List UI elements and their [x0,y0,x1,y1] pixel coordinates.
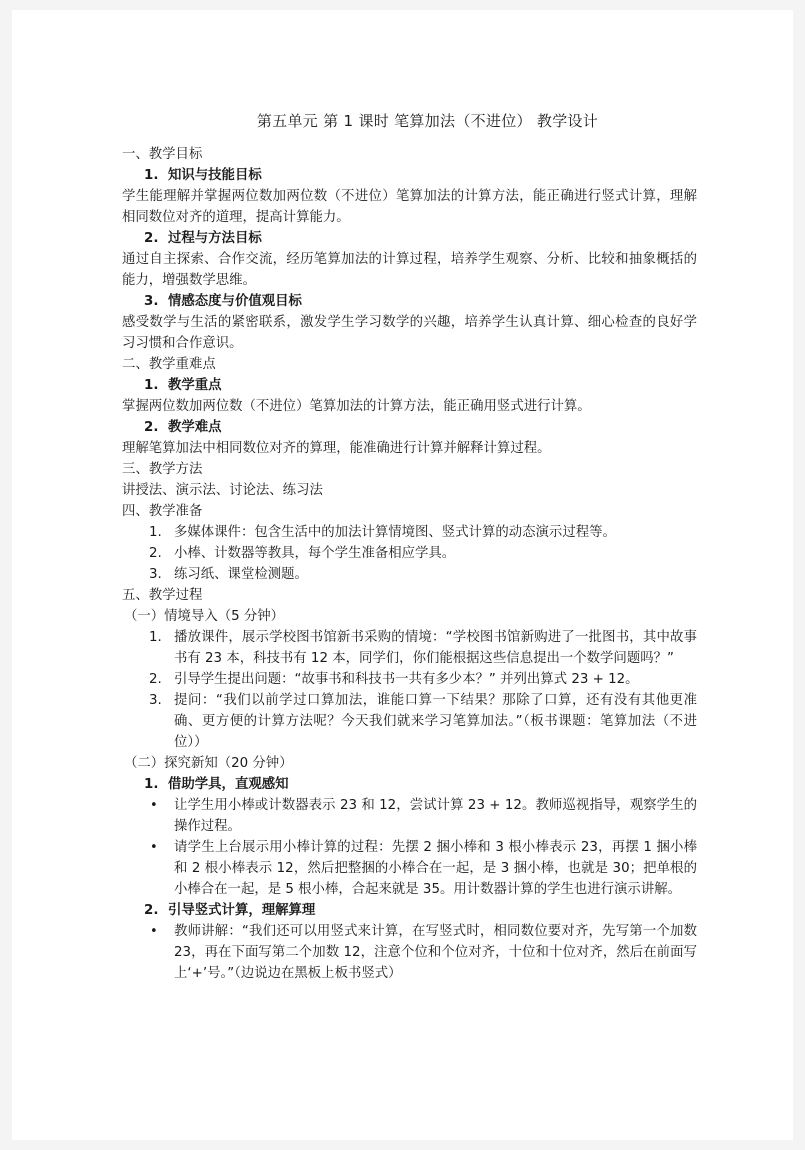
subheading-number: 3. [144,294,159,309]
subheading-number: 2. [144,420,159,435]
subheading-number: 2. [144,903,159,918]
list-item-text: 提问：“我们以前学过口算加法，谁能口算一下结果？那除了口算，还有没有其他更准确、更方便的计算方法呢？今天我们就来学习笔算加法。”（板书课题：笔算加法（不进位）） [174,693,697,750]
subheading-tools-perception [122,774,697,795]
bullet-item-text: 让学生用小棒或计数器表示 23 和 12，尝试计算 23 + 12。教师巡视指导，观察学生的操作过程。 [174,798,697,834]
subheading-number: 1. [144,168,159,183]
list-item [122,690,697,753]
document-content [122,110,697,984]
paragraph-methods: 讲授法、演示法、讨论法、练习法 [122,483,323,498]
subheading-number: 2. [144,231,159,246]
section-heading-preparation: 四、教学准备 [122,504,203,519]
subheading-label: 教学难点 [168,420,222,435]
list-item [122,669,697,690]
paragraph-process-methods: 通过自主探索、合作交流，经历笔算加法的计算过程，培养学生观察、分析、比较和抽象概括的能力，增强数学思维。 [122,252,697,288]
paragraph-difficulty: 理解笔算加法中相同数位对齐的算理，能准确进行计算并解释计算过程。 [122,441,551,456]
list-item-number: 2. [149,546,162,561]
bullet-icon: • [150,798,158,813]
subheading-label: 教学重点 [168,378,222,393]
list-item-number: 1. [149,630,162,645]
subheading-vertical-calculation [122,900,697,921]
list-item-number: 1. [149,525,162,540]
phase-heading-introduction: （一）情境导入（5 分钟） [124,609,285,624]
bullet-item [122,837,697,900]
subheading-key-point [122,375,697,396]
bullet-icon: • [150,840,158,855]
subheading-label: 过程与方法目标 [168,231,262,246]
paragraph-key-point: 掌握两位数加两位数（不进位）笔算加法的计算方法，能正确用竖式进行计算。 [122,399,591,414]
subheading-number: 1. [144,378,159,393]
bullet-item [122,921,697,984]
subheading-label: 借助学具，直观感知 [168,777,289,792]
vertical-calculation-list [122,921,697,984]
document-page [12,10,793,1140]
bullet-item [122,795,697,837]
section-heading-methods: 三、教学方法 [122,462,203,477]
paragraph-attitude-values: 感受数学与生活的紧密联系，激发学生学习数学的兴趣，培养学生认真计算、细心检查的良好学习习惯和合作意识。 [122,315,697,351]
tools-perception-list [122,795,697,900]
introduction-list [122,627,697,753]
preparation-list [122,522,697,585]
list-item [122,627,697,669]
paragraph-knowledge-skills: 学生能理解并掌握两位数加两位数（不进位）笔算加法的计算方法，能正确进行竖式计算，理解相同数位对齐的道理，提高计算能力。 [122,189,697,225]
subheading-knowledge-skills [122,165,697,186]
bullet-item-text: 教师讲解：“我们还可以用竖式来计算，在写竖式时，相同数位要对齐，先写第一个加数 23，再在下面写第二个加数 12，注意个位和个位对齐，十位和十位对齐，然后在前面写上‘+’号。”（边说边在黑板上板书竖式） [174,924,697,981]
phase-heading-exploration: （二）探究新知（20 分钟） [124,756,293,771]
bullet-item-text: 请学生上台展示用小棒计算的过程：先摆 2 捆小棒和 3 根小棒表示 23，再摆 1 捆小棒和 2 根小棒表示 12，然后把整捆的小棒合在一起，是 3 捆小棒，也就是 30；把单根的小棒合在一起，是 5 根小棒，合起来就是 35。用计数器计算的学生也进行演示讲解。 [174,840,697,897]
list-item-number: 2. [149,672,162,687]
subheading-process-methods [122,228,697,249]
subheading-label: 知识与技能目标 [168,168,262,183]
subheading-number: 1. [144,777,159,792]
subheading-difficulty [122,417,697,438]
page-title: 第五单元 第 1 课时 笔算加法（不进位） 教学设计 [256,112,599,130]
list-item [122,522,697,543]
list-item-text: 引导学生提出问题：“故事书和科技书一共有多少本？” 并列出算式 23 + 12。 [174,672,639,687]
list-item-text: 多媒体课件：包含生活中的加法计算情境图、竖式计算的动态演示过程等。 [174,525,616,540]
list-item-text: 小棒、计数器等教具，每个学生准备相应学具。 [174,546,456,561]
list-item-number: 3. [149,693,162,708]
list-item [122,543,697,564]
list-item [122,564,697,585]
subheading-label: 情感态度与价值观目标 [168,294,302,309]
bullet-icon: • [150,924,158,939]
section-heading-process: 五、教学过程 [122,588,203,603]
list-item-text: 播放课件，展示学校图书馆新书采购的情境：“学校图书馆新购进了一批图书，其中故事书有 23 本，科技书有 12 本，同学们，你们能根据这些信息提出一个数学问题吗？” [174,630,697,666]
subheading-attitude-values [122,291,697,312]
list-item-text: 练习纸、课堂检测题。 [174,567,308,582]
subheading-label: 引导竖式计算，理解算理 [168,903,316,918]
section-heading-key-points: 二、教学重难点 [122,357,216,372]
section-heading-objectives: 一、教学目标 [122,147,203,162]
list-item-number: 3. [149,567,162,582]
